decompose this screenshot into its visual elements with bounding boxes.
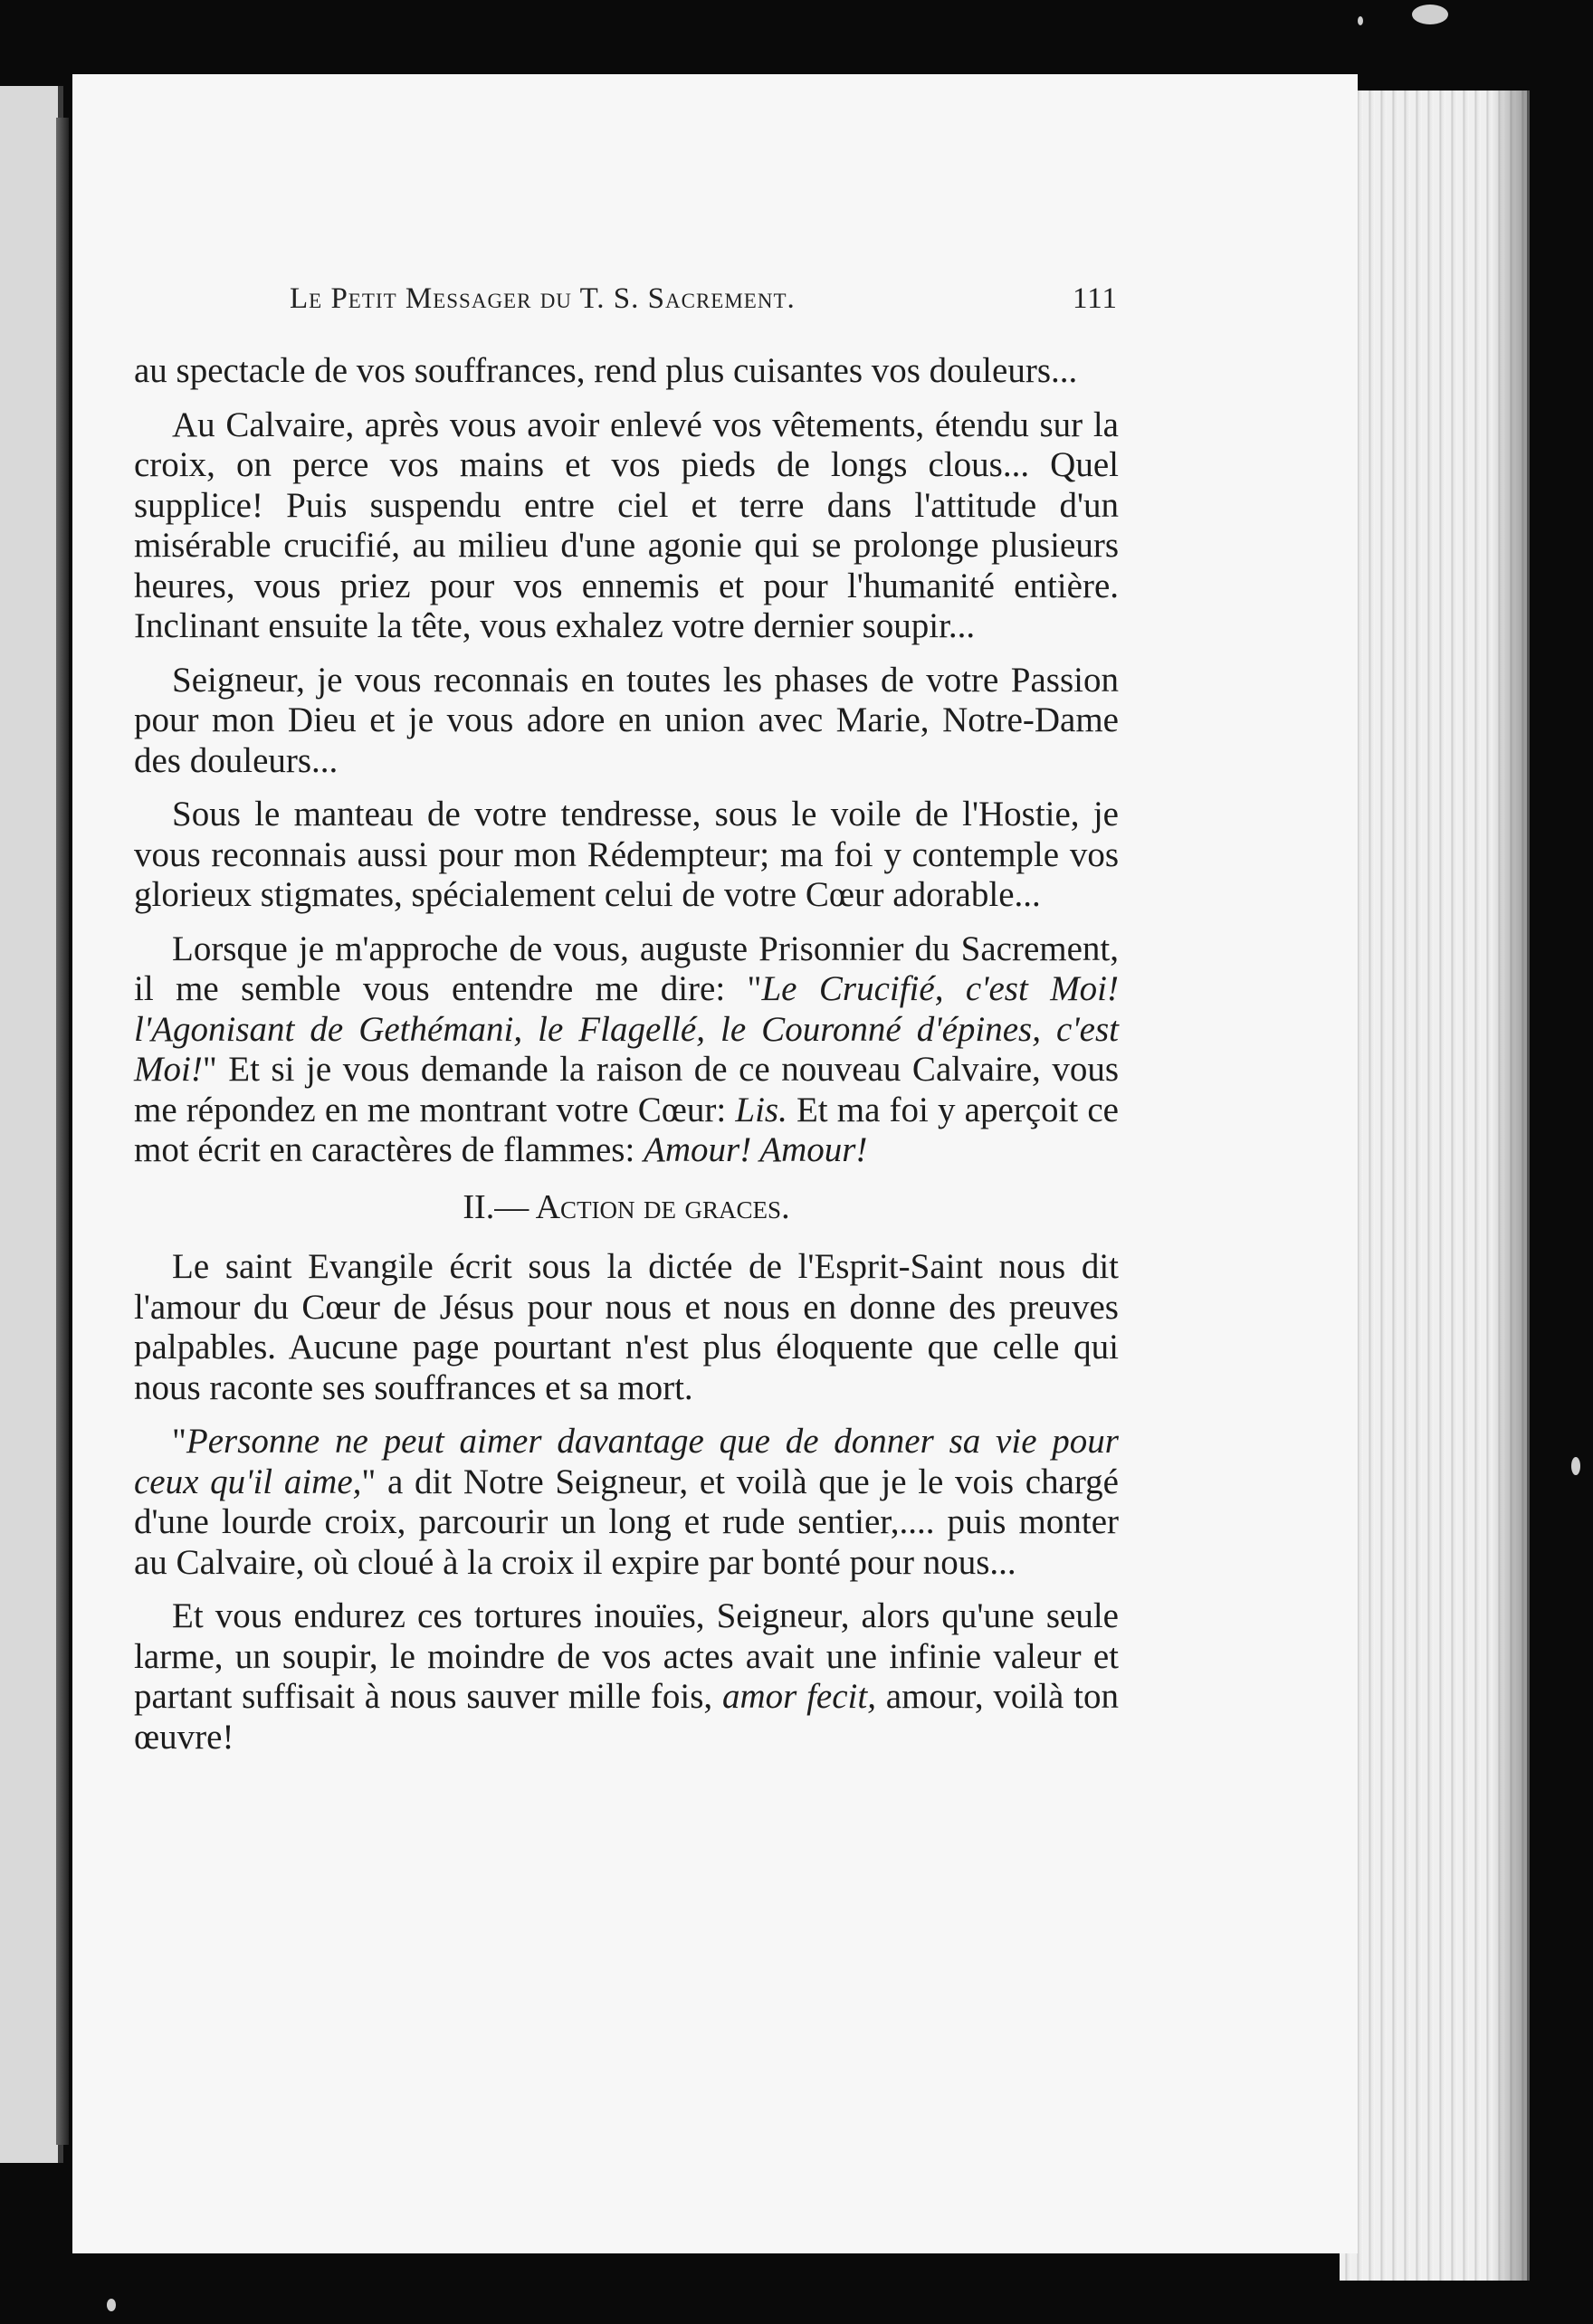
page-stack-edge xyxy=(1340,90,1530,2281)
paragraph-4: Sous le manteau de votre tendresse, sous le voile de l'Hostie, je vous reconnais aussi pour mon Rédempteur; ma foi y contemple vos glorieux stigmates, spécialement celui de votre Cœur adorable... xyxy=(134,795,1119,914)
running-title: Le Petit Messager du T. S. Sacrement. xyxy=(290,282,796,315)
paragraph-8-text-a: Et vous endurez ces tortures inouïes, Seigneur, alors qu'une seule larme, un soupir, le moindre de vos actes avait une infinie valeur et partant suffisait à nous sauver mille fois, xyxy=(134,1596,1119,1716)
paragraph-5-text-c: " Et si je vous demande la raison de ce nouveau Calvaire, vous me répondez en me montrant votre Cœur: xyxy=(134,1050,1119,1129)
dust-speck xyxy=(1412,5,1448,24)
paragraph-5-quote: Le Crucifié, c'est Moi! l'Agonisant de Gethémani, le Flagellé, le Couronné d'épines, c'est Moi! xyxy=(134,969,1120,1089)
paragraph-8-text-c: amour, voilà ton œuvre! xyxy=(134,1677,1119,1757)
paragraph-1: au spectacle de vos souffrances, rend plus cuisantes vos douleurs... xyxy=(134,351,1078,390)
dust-speck xyxy=(107,2299,116,2311)
paragraph-5-lis: Lis. xyxy=(735,1090,787,1129)
paragraph-7 xyxy=(134,1422,1119,1583)
paragraph-7-quote: Personne ne peut aimer davantage que de donner sa vie pour ceux qu'il aime, xyxy=(134,1422,1119,1501)
section-heading: II.— Action de graces. xyxy=(463,1187,790,1226)
paragraph-2: Au Calvaire, après vous avoir enlevé vos vêtements, étendu sur la croix, on perce vos mains et vos pieds de longs clous... Quel supplice! Puis suspendu entre ciel et terre dans l'attitude d'un misérable crucifié, au milieu d'une agonie qui se prolonge plusieurs heures, vous priez pour vos ennemis et pour l'humanité entière. Inclinant ensuite la tête, vous exhalez votre dernier soupir... xyxy=(134,405,1119,645)
paragraph-5-amour: Amour! Amour! xyxy=(644,1130,868,1169)
paragraph-5 xyxy=(134,929,1119,1171)
paragraph-8 xyxy=(134,1596,1119,1757)
page-body xyxy=(134,351,1119,1771)
paragraph-5-text-e: Et ma foi y aperçoit ce mot écrit en caractères de flammes: xyxy=(134,1090,1119,1169)
paragraph-7-text: " a dit Notre Seigneur, et voilà que je le vois chargé d'une lourde croix, parcourir un long et rude sentier,.... puis monter au Calvaire, où cloué à la croix il expire par bonté pour nous... xyxy=(134,1462,1119,1582)
paragraph-5-text-a: Lorsque je m'approche de vous, auguste Prisonnier du Sacrement, il me semble vous entendre me dire: " xyxy=(134,929,1119,1008)
left-page-edge xyxy=(0,86,63,2163)
dust-speck xyxy=(1571,1457,1580,1475)
running-head xyxy=(290,282,1118,328)
dust-speck xyxy=(1358,16,1363,25)
page-number: 111 xyxy=(1072,282,1118,315)
paragraph-8-latin: amor fecit, xyxy=(721,1677,876,1716)
binding-shadow xyxy=(56,118,69,2145)
paragraph-6: Le saint Evangile écrit sous la dictée de l'Esprit-Saint nous dit l'amour du Cœur de Jésus pour nous et nous en donne des preuves palpables. Aucune page pourtant n'est plus éloquente que celle qui nous raconte ses souffrances et sa mort. xyxy=(134,1247,1119,1407)
paragraph-7-open-quote: " xyxy=(172,1422,186,1461)
paragraph-3: Seigneur, je vous reconnais en toutes les phases de votre Passion pour mon Dieu et je vous adore en union avec Marie, Notre-Dame des douleurs... xyxy=(134,660,1119,780)
